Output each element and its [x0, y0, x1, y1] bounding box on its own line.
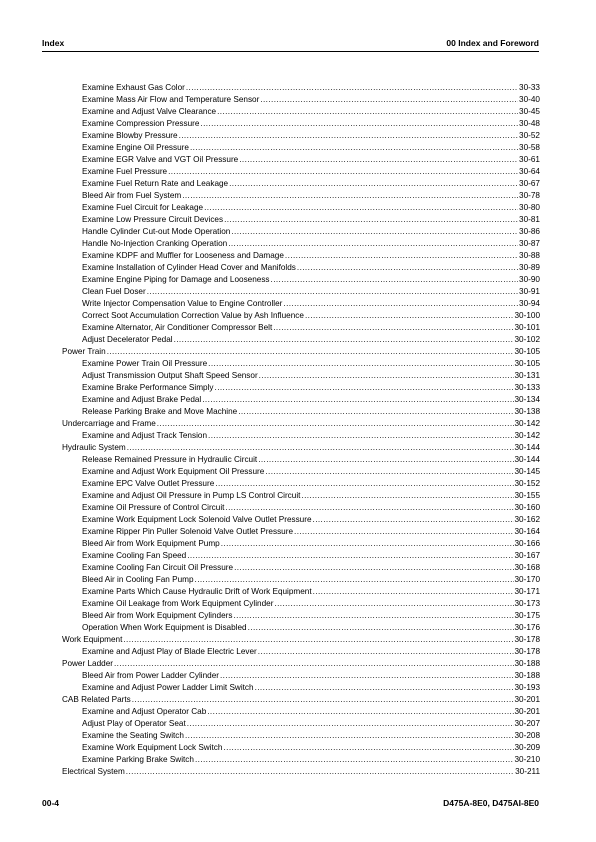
toc-entry-page: 30-170 [514, 575, 540, 584]
toc-entry[interactable] [62, 490, 540, 502]
toc-entry[interactable] [62, 154, 540, 166]
toc-entry-page: 30-178 [514, 635, 540, 644]
toc-entry-title: Examine Parts Which Cause Hydraulic Drift of Work Equipment [82, 587, 312, 596]
toc-entry[interactable] [62, 274, 540, 286]
toc-entry[interactable] [62, 586, 540, 598]
dot-leader [239, 154, 518, 166]
toc-entry-page: 30-134 [514, 395, 540, 404]
dot-leader [255, 682, 514, 694]
toc-entry-title: Electrical System [62, 767, 125, 776]
toc-entry-page: 30-61 [519, 155, 540, 164]
toc-entry[interactable] [62, 682, 540, 694]
dot-leader [283, 298, 518, 310]
toc-section-entry[interactable] [62, 418, 540, 430]
toc-entry-page: 30-142 [514, 431, 540, 440]
toc-entry[interactable] [62, 670, 540, 682]
toc-entry-title: Examine Blowby Pressure [82, 131, 178, 140]
toc-entry-page: 30-100 [514, 311, 540, 320]
toc-entry-title: CAB Related Parts [62, 695, 131, 704]
toc-entry-page: 30-193 [514, 683, 540, 692]
dot-leader [260, 94, 518, 106]
toc-entry-title: Examine Engine Piping for Damage and Looseness [82, 275, 270, 284]
toc-entry-title: Examine and Adjust Track Tension [82, 431, 208, 440]
toc-entry-title: Examine Work Equipment Lock Switch [82, 743, 223, 752]
toc-entry[interactable] [62, 166, 540, 178]
dot-leader [168, 166, 518, 178]
toc-entry-title: Power Ladder [62, 659, 113, 668]
toc-entry-page: 30-45 [519, 107, 540, 116]
dot-leader [207, 706, 513, 718]
toc-entry[interactable] [62, 742, 540, 754]
toc-entry[interactable] [62, 514, 540, 526]
dot-leader [220, 670, 514, 682]
dot-leader [233, 610, 513, 622]
toc-entry-title: Examine the Seating Switch [82, 731, 184, 740]
toc-entry-title: Examine Mass Air Flow and Temperature Sensor [82, 95, 260, 104]
dot-leader [217, 106, 518, 118]
toc-entry-page: 30-162 [514, 515, 540, 524]
toc-entry-title: Examine Compression Pressure [82, 119, 200, 128]
toc-entry-page: 30-173 [514, 599, 540, 608]
toc-entry-page: 30-105 [514, 359, 540, 368]
toc-entry-title: Power Train [62, 347, 106, 356]
toc-section-entry[interactable] [62, 346, 540, 358]
toc-entry[interactable] [62, 502, 540, 514]
dot-leader [224, 214, 518, 226]
header-chapter-title: 00 Index and Foreword [446, 38, 539, 48]
toc-entry-page: 30-101 [514, 323, 540, 332]
dot-leader [238, 406, 513, 418]
toc-entry-title: Examine Oil Pressure of Control Circuit [82, 503, 225, 512]
toc-entry-page: 30-64 [519, 167, 540, 176]
toc-entry-page: 30-138 [514, 407, 540, 416]
toc-entry-page: 30-167 [514, 551, 540, 560]
dot-leader [208, 358, 513, 370]
toc-entry[interactable] [62, 202, 540, 214]
dot-leader [313, 514, 514, 526]
toc-entry[interactable] [62, 190, 540, 202]
toc-entry-page: 30-188 [514, 659, 540, 668]
toc-entry-title: Examine Exhaust Gas Color [82, 83, 185, 92]
footer-page-number: 00-4 [42, 798, 60, 808]
toc-entry-title: Examine Alternator, Air Conditioner Compressor Belt [82, 323, 273, 332]
toc-entry[interactable] [62, 82, 540, 94]
toc-entry[interactable] [62, 214, 540, 226]
toc-entry[interactable] [62, 394, 540, 406]
toc-entry-title: Bleed Air from Power Ladder Cylinder [82, 671, 219, 680]
toc-entry-page: 30-80 [519, 203, 540, 212]
toc-entry-title: Examine and Adjust Operator Cab [82, 707, 207, 716]
toc-entry-title: Examine and Adjust Play of Blade Electric Lever [82, 647, 257, 656]
toc-entry-page: 30-166 [514, 539, 540, 548]
toc-entry[interactable] [62, 754, 540, 766]
toc-entry[interactable] [62, 226, 540, 238]
toc-entry-page: 30-133 [514, 383, 540, 392]
toc-entry[interactable] [62, 610, 540, 622]
toc-entry[interactable] [62, 322, 540, 334]
toc-entry-page: 30-155 [514, 491, 540, 500]
toc-entry-title: Examine EGR Valve and VGT Oil Pressure [82, 155, 239, 164]
toc-entry-title: Bleed Air from Work Equipment Pump [82, 539, 220, 548]
toc-entry-title: Release Remained Pressure in Hydraulic Circuit [82, 455, 258, 464]
toc-entry[interactable] [62, 622, 540, 634]
dot-leader [248, 622, 514, 634]
toc-entry-title: Adjust Decelerator Pedal [82, 335, 173, 344]
toc-entry-page: 30-208 [514, 731, 540, 740]
toc-entry[interactable] [62, 142, 540, 154]
toc-entry-page: 30-178 [514, 647, 540, 656]
dot-leader [187, 550, 513, 562]
toc-entry-title: Examine and Adjust Power Ladder Limit Switch [82, 683, 254, 692]
toc-entry-title: Examine Fuel Return Rate and Leakage [82, 179, 229, 188]
dot-leader [147, 286, 518, 298]
toc-entry[interactable] [62, 562, 540, 574]
toc-entry-page: 30-40 [519, 95, 540, 104]
toc-entry-page: 30-145 [514, 467, 540, 476]
toc-entry-title: Examine Low Pressure Circuit Devices [82, 215, 224, 224]
toc-section-entry[interactable] [62, 766, 540, 778]
dot-leader [231, 226, 518, 238]
table-of-contents [62, 82, 540, 778]
toc-entry[interactable] [62, 334, 540, 346]
toc-entry[interactable] [62, 250, 540, 262]
toc-entry-page: 30-78 [519, 191, 540, 200]
dot-leader [190, 142, 518, 154]
toc-entry[interactable] [62, 598, 540, 610]
toc-entry-title: Examine and Adjust Valve Clearance [82, 107, 217, 116]
toc-entry[interactable] [62, 106, 540, 118]
dot-leader [179, 130, 518, 142]
toc-entry-title: Examine and Adjust Oil Pressure in Pump LS Control Circuit [82, 491, 301, 500]
toc-entry-title: Hydraulic System [62, 443, 126, 452]
dot-leader [107, 346, 514, 358]
dot-leader [187, 718, 514, 730]
dot-leader [259, 370, 514, 382]
toc-entry[interactable] [62, 454, 540, 466]
dot-leader [186, 82, 518, 94]
toc-entry[interactable] [62, 238, 540, 250]
toc-entry[interactable] [62, 430, 540, 442]
toc-entry-page: 30-48 [519, 119, 540, 128]
dot-leader [223, 742, 513, 754]
toc-entry[interactable] [62, 382, 540, 394]
dot-leader [215, 478, 513, 490]
toc-entry[interactable] [62, 310, 540, 322]
toc-entry-page: 30-67 [519, 179, 540, 188]
footer-model-number: D475A-8E0, D475AI-8E0 [443, 798, 539, 808]
toc-entry-title: Adjust Transmission Output Shaft Speed Sensor [82, 371, 258, 380]
toc-entry-title: Examine Fuel Circuit for Leakage [82, 203, 204, 212]
toc-entry-page: 30-144 [514, 455, 540, 464]
toc-entry-page: 30-210 [514, 755, 540, 764]
toc-entry[interactable] [62, 718, 540, 730]
dot-leader [273, 322, 513, 334]
toc-entry-page: 30-81 [519, 215, 540, 224]
toc-entry[interactable] [62, 646, 540, 658]
toc-entry-title: Operation When Work Equipment is Disabled [82, 623, 247, 632]
toc-entry[interactable] [62, 370, 540, 382]
toc-entry-page: 30-168 [514, 563, 540, 572]
toc-entry-title: Bleed Air in Cooling Fan Pump [82, 575, 194, 584]
toc-entry[interactable] [62, 178, 540, 190]
toc-entry-page: 30-176 [514, 623, 540, 632]
dot-leader [114, 658, 514, 670]
toc-entry-page: 30-201 [514, 695, 540, 704]
toc-entry[interactable] [62, 298, 540, 310]
dot-leader [285, 250, 518, 262]
dot-leader [305, 310, 514, 322]
toc-entry[interactable] [62, 478, 540, 490]
toc-entry-title: Correct Soot Accumulation Correction Value by Ash Influence [82, 311, 304, 320]
toc-entry-title: Work Equipment [62, 635, 123, 644]
toc-entry[interactable] [62, 706, 540, 718]
toc-entry-title: Examine EPC Valve Outlet Pressure [82, 479, 215, 488]
toc-entry[interactable] [62, 262, 540, 274]
toc-entry-title: Release Parking Brake and Move Machine [82, 407, 238, 416]
dot-leader [229, 178, 518, 190]
dot-leader [174, 334, 514, 346]
toc-entry[interactable] [62, 550, 540, 562]
dot-leader [208, 430, 513, 442]
toc-entry-page: 30-142 [514, 419, 540, 428]
toc-entry-page: 30-144 [514, 443, 540, 452]
toc-entry-page: 30-175 [514, 611, 540, 620]
dot-leader [234, 562, 513, 574]
dot-leader [195, 754, 514, 766]
toc-entry-title: Write Injector Compensation Value to Engine Controller [82, 299, 283, 308]
toc-entry-page: 30-211 [515, 767, 540, 776]
toc-entry[interactable] [62, 118, 540, 130]
toc-entry[interactable] [62, 538, 540, 550]
toc-section-entry[interactable] [62, 658, 540, 670]
dot-leader [215, 382, 514, 394]
toc-section-entry[interactable] [62, 442, 540, 454]
page-footer [42, 795, 539, 809]
toc-entry-page: 30-171 [514, 587, 540, 596]
toc-entry-title: Examine Cooling Fan Speed [82, 551, 187, 560]
dot-leader [157, 418, 514, 430]
toc-entry[interactable] [62, 526, 540, 538]
toc-entry[interactable] [62, 730, 540, 742]
toc-entry-page: 30-102 [514, 335, 540, 344]
toc-entry-title: Examine Fuel Pressure [82, 167, 168, 176]
dot-leader [274, 598, 513, 610]
dot-leader [195, 574, 514, 586]
toc-entry-page: 30-207 [514, 719, 540, 728]
dot-leader [182, 190, 518, 202]
toc-entry-title: Handle No-Injection Cranking Operation [82, 239, 228, 248]
dot-leader [204, 202, 518, 214]
dot-leader [202, 394, 513, 406]
dot-leader [126, 766, 514, 778]
dot-leader [297, 262, 518, 274]
toc-entry-title: Clean Fuel Doser [82, 287, 146, 296]
dot-leader [294, 526, 513, 538]
toc-entry-title: Examine Parking Brake Switch [82, 755, 194, 764]
toc-entry-title: Examine and Adjust Brake Pedal [82, 395, 202, 404]
toc-entry-title: Examine Power Train Oil Pressure [82, 359, 208, 368]
toc-section-entry[interactable] [62, 634, 540, 646]
toc-entry-page: 30-91 [519, 287, 540, 296]
toc-entry-page: 30-58 [519, 143, 540, 152]
dot-leader [313, 586, 514, 598]
toc-entry-title: Handle Cylinder Cut-out Mode Operation [82, 227, 231, 236]
toc-entry-title: Bleed Air from Work Equipment Cylinders [82, 611, 233, 620]
toc-entry-page: 30-33 [519, 83, 540, 92]
toc-entry-page: 30-209 [514, 743, 540, 752]
toc-entry-page: 30-201 [514, 707, 540, 716]
toc-entry-title: Examine Brake Performance Simply [82, 383, 214, 392]
dot-leader [301, 490, 513, 502]
toc-entry-title: Bleed Air from Fuel System [82, 191, 182, 200]
toc-entry-page: 30-88 [519, 251, 540, 260]
dot-leader [258, 646, 514, 658]
toc-entry-page: 30-94 [519, 299, 540, 308]
toc-entry[interactable] [62, 130, 540, 142]
toc-entry-page: 30-188 [514, 671, 540, 680]
toc-entry-page: 30-105 [514, 347, 540, 356]
toc-entry-page: 30-152 [514, 479, 540, 488]
toc-entry[interactable] [62, 358, 540, 370]
header-section-title: Index [42, 38, 65, 48]
dot-leader [185, 730, 514, 742]
dot-leader [265, 466, 513, 478]
toc-entry-title: Examine KDPF and Muffler for Looseness and Damage [82, 251, 284, 260]
toc-entry-title: Examine Work Equipment Lock Solenoid Valve Outlet Pressure [82, 515, 312, 524]
dot-leader [271, 274, 519, 286]
dot-leader [127, 442, 514, 454]
page-header [42, 34, 539, 52]
toc-entry-page: 30-86 [519, 227, 540, 236]
toc-entry-page: 30-89 [519, 263, 540, 272]
dot-leader [228, 238, 518, 250]
toc-entry-title: Examine Ripper Pin Puller Solenoid Valve Outlet Pressure [82, 527, 294, 536]
toc-entry-page: 30-52 [519, 131, 540, 140]
toc-entry-page: 30-160 [514, 503, 540, 512]
toc-entry-title: Adjust Play of Operator Seat [82, 719, 186, 728]
dot-leader [221, 538, 514, 550]
toc-entry-title: Examine Cooling Fan Circuit Oil Pressure [82, 563, 234, 572]
toc-entry-title: Examine and Adjust Work Equipment Oil Pressure [82, 467, 265, 476]
dot-leader [123, 634, 513, 646]
toc-entry[interactable] [62, 94, 540, 106]
toc-entry-title: Examine Installation of Cylinder Head Cover and Manifolds [82, 263, 296, 272]
dot-leader [200, 118, 518, 130]
toc-entry-page: 30-164 [514, 527, 540, 536]
toc-entry-title: Examine Oil Leakage from Work Equipment Cylinder [82, 599, 274, 608]
dot-leader [258, 454, 513, 466]
toc-entry-title: Undercarriage and Frame [62, 419, 156, 428]
toc-entry[interactable] [62, 406, 540, 418]
toc-entry[interactable] [62, 286, 540, 298]
dot-leader [225, 502, 513, 514]
toc-entry-page: 30-131 [514, 371, 540, 380]
toc-entry-page: 30-90 [519, 275, 540, 284]
toc-entry-page: 30-87 [519, 239, 540, 248]
dot-leader [132, 694, 514, 706]
toc-entry[interactable] [62, 466, 540, 478]
toc-section-entry[interactable] [62, 694, 540, 706]
toc-entry[interactable] [62, 574, 540, 586]
toc-entry-title: Examine Engine Oil Pressure [82, 143, 189, 152]
